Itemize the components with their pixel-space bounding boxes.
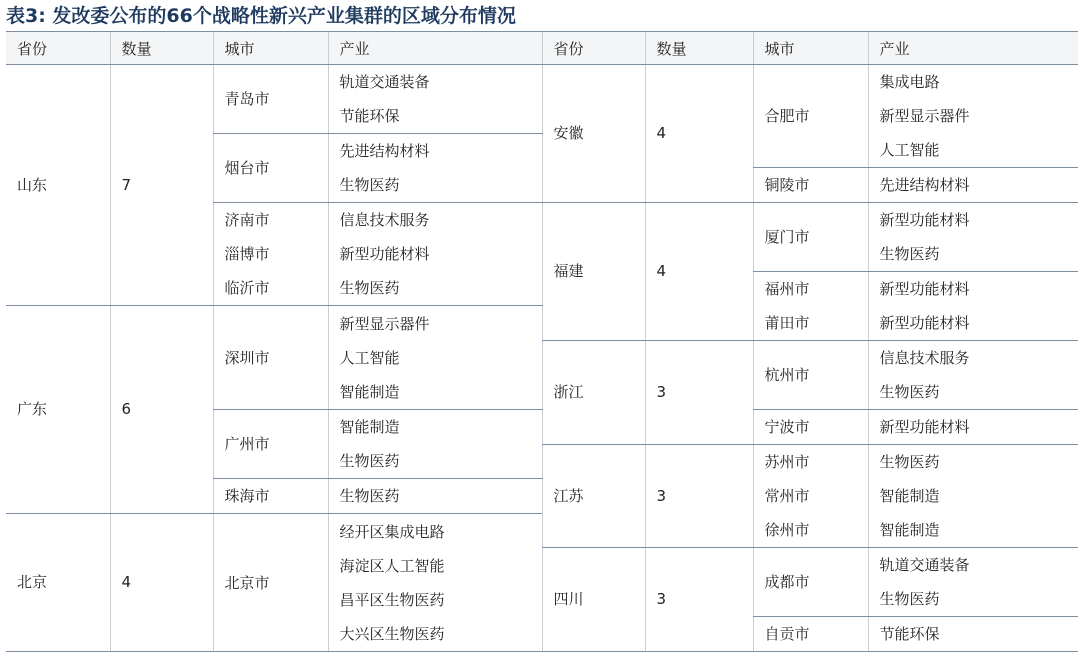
city-cell	[213, 134, 328, 203]
city-cell	[753, 65, 868, 168]
city-name: 深圳市	[224, 348, 270, 367]
industry-name: 生物医药	[879, 453, 940, 471]
city-cell	[753, 168, 868, 203]
industry-name: 智能制造	[339, 382, 400, 401]
city-cell	[753, 410, 868, 445]
industry-cell	[328, 65, 542, 134]
industry-name: 生物医药	[879, 590, 940, 608]
industry-name: 生物医药	[339, 279, 400, 297]
industry-cell	[328, 514, 542, 652]
header-province-right: 省份	[542, 32, 645, 65]
industry-name: 轨道交通装备	[879, 556, 970, 574]
industry-name: 先进结构材料	[339, 142, 430, 160]
industry-name: 信息技术服务	[879, 349, 970, 367]
industry-cell	[868, 203, 1078, 272]
industry-name: 智能制造	[339, 418, 400, 436]
industry-name: 新型功能材料	[879, 314, 970, 332]
industry-cell	[868, 410, 1078, 445]
industry-name: 信息技术服务	[339, 211, 430, 229]
industry-name: 智能制造	[879, 487, 940, 505]
city-name: 铜陵市	[764, 176, 810, 194]
industry-name: 节能环保	[339, 107, 400, 125]
industry-name: 生物医药	[879, 383, 940, 401]
city-name: 厦门市	[764, 228, 810, 246]
industry-name: 大兴区生物医药	[339, 624, 445, 643]
table-body	[6, 65, 1078, 652]
industry-name: 经开区集成电路	[339, 522, 445, 541]
industry-cell	[868, 341, 1078, 410]
industry-name: 集成电路	[879, 73, 940, 91]
count-cell: 7	[110, 65, 213, 306]
city-name: 北京市	[224, 573, 270, 592]
industry-name: 生物医药	[339, 487, 400, 505]
industry-name: 昌平区生物医药	[339, 590, 445, 609]
count-cell: 3	[645, 445, 753, 548]
city-cell	[213, 514, 328, 652]
province-cell: 广东	[6, 306, 110, 514]
industry-cell	[328, 410, 542, 479]
header-industry-right: 产业	[868, 32, 1078, 65]
city-cell	[753, 548, 868, 617]
city-cell	[213, 479, 328, 514]
industry-name: 新型功能材料	[879, 211, 970, 229]
industry-cell	[868, 168, 1078, 203]
city-name: 成都市	[764, 573, 810, 591]
city-cell	[213, 65, 328, 134]
city-cell	[753, 272, 868, 341]
city-name: 合肥市	[764, 107, 810, 125]
count-cell: 3	[645, 341, 753, 445]
province-cell: 安徽	[542, 65, 645, 203]
city-name: 宁波市	[764, 418, 810, 436]
city-name: 济南市	[224, 211, 270, 229]
count-cell: 4	[110, 514, 213, 652]
header-industry-left: 产业	[328, 32, 542, 65]
city-name: 苏州市	[764, 453, 810, 471]
city-name: 珠海市	[224, 487, 270, 505]
city-name: 莆田市	[764, 314, 810, 332]
industry-name: 人工智能	[339, 348, 400, 367]
industry-name: 新型显示器件	[879, 107, 970, 125]
industry-name: 新型功能材料	[879, 280, 970, 298]
industry-name: 新型功能材料	[339, 245, 430, 263]
industry-cell	[328, 479, 542, 514]
header-city-left: 城市	[213, 32, 328, 65]
industry-cell	[868, 445, 1078, 548]
industry-cell	[868, 617, 1078, 652]
province-cell: 浙江	[542, 341, 645, 445]
industry-name: 生物医药	[339, 452, 400, 470]
city-name: 常州市	[764, 487, 810, 505]
city-cell	[213, 410, 328, 479]
city-cell	[753, 445, 868, 548]
province-cell: 山东	[6, 65, 110, 306]
province-cell: 北京	[6, 514, 110, 652]
industry-name: 先进结构材料	[879, 176, 970, 194]
industry-name: 生物医药	[879, 245, 940, 263]
industry-name: 新型功能材料	[879, 418, 970, 436]
city-name: 自贡市	[764, 625, 810, 643]
city-cell	[753, 203, 868, 272]
industry-cell	[868, 272, 1078, 341]
count-cell: 4	[645, 203, 753, 341]
industry-cell	[328, 134, 542, 203]
city-cell	[213, 203, 328, 306]
city-name: 杭州市	[764, 366, 810, 384]
header-row	[6, 32, 1078, 65]
table-title: 表3: 发改委公布的66个战略性新兴产业集群的区域分布情况	[6, 5, 516, 27]
header-count-right: 数量	[645, 32, 753, 65]
city-cell	[753, 617, 868, 652]
industry-cell	[868, 548, 1078, 617]
count-cell: 3	[645, 548, 753, 652]
count-cell: 6	[110, 306, 213, 514]
city-name: 青岛市	[224, 90, 270, 108]
industry-name: 轨道交通装备	[339, 73, 430, 91]
industry-name: 新型显示器件	[339, 314, 430, 333]
industry-cell	[328, 306, 542, 410]
header-city-right: 城市	[753, 32, 868, 65]
city-name: 淄博市	[224, 245, 270, 263]
header-count-left: 数量	[110, 32, 213, 65]
industry-name: 人工智能	[879, 141, 940, 159]
industry-name: 节能环保	[879, 625, 940, 643]
city-cell	[753, 341, 868, 410]
header-province-left: 省份	[6, 32, 110, 65]
province-cell: 福建	[542, 203, 645, 341]
industry-name: 生物医药	[339, 176, 400, 194]
industry-name: 智能制造	[879, 521, 940, 539]
city-cell	[213, 306, 328, 410]
city-name: 烟台市	[224, 159, 270, 177]
count-cell: 4	[645, 65, 753, 203]
industry-name: 海淀区人工智能	[339, 556, 445, 575]
industry-cluster-table	[6, 31, 1078, 652]
province-cell: 四川	[542, 548, 645, 652]
industry-cell	[868, 65, 1078, 168]
industry-cell	[328, 203, 542, 306]
city-name: 临沂市	[224, 279, 270, 297]
table-row	[6, 65, 1078, 100]
city-name: 徐州市	[764, 521, 810, 539]
city-name: 广州市	[224, 435, 270, 453]
city-name: 福州市	[764, 280, 810, 298]
province-cell: 江苏	[542, 445, 645, 548]
